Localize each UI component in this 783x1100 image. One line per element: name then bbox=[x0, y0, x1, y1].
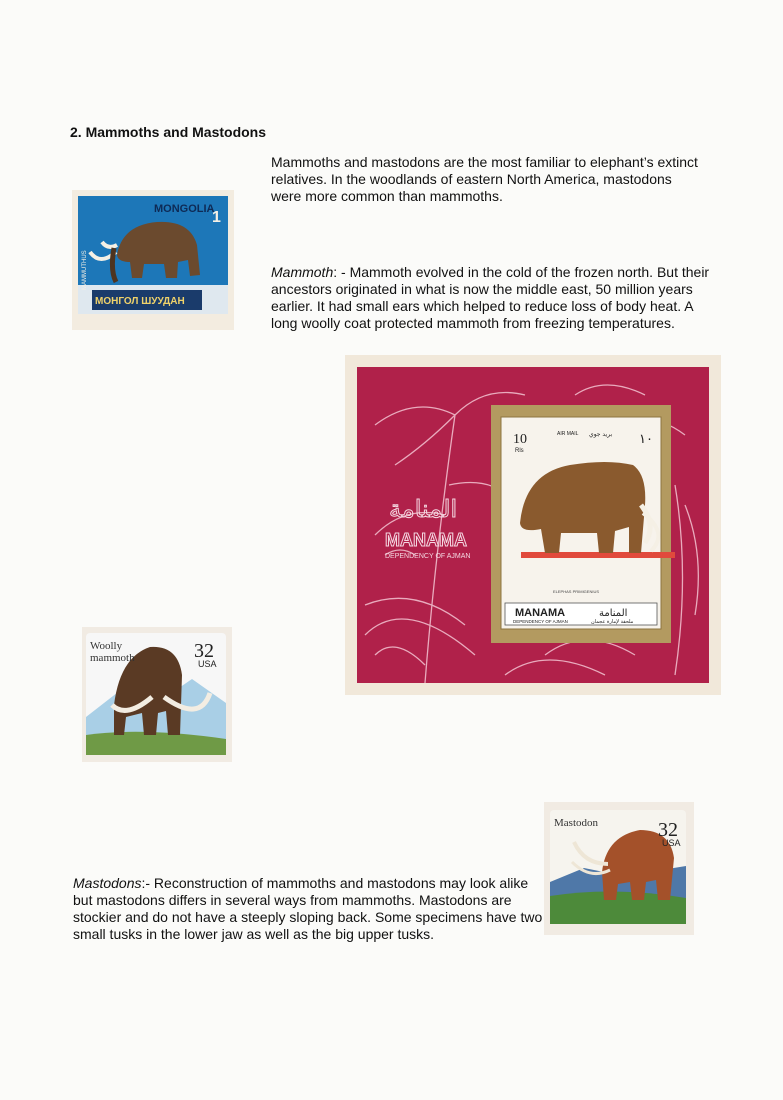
mastodon-stamp bbox=[544, 802, 694, 935]
manama-dependency-ar: ملحقة لإمارة عجمان bbox=[591, 619, 634, 625]
mammoth-lead: Mammoth bbox=[271, 264, 334, 280]
woolly-label-line2: mammoth bbox=[90, 652, 135, 664]
manama-airmail: AIR MAIL bbox=[557, 431, 579, 437]
manama-species: ELEPHAS PRIMIGENIUS bbox=[553, 589, 600, 594]
mastodon-value: 32 bbox=[658, 819, 678, 841]
manama-name-ar: المنامة bbox=[599, 608, 628, 619]
section-heading: 2. Mammoths and Mastodons bbox=[70, 124, 267, 140]
sheet-arabic: المنامة bbox=[389, 495, 458, 523]
mastodons-paragraph bbox=[73, 875, 543, 943]
mastodons-text: :- Reconstruction of mammoths and mastodons may look alike but mastodons differs in several ways from mammoths. Mastodons are stockier and do not have a steeply sloping back. Some specimens have two small tusks in the lower jaw as well as the big upper tusks. bbox=[73, 875, 543, 942]
woolly-value: 32 bbox=[194, 640, 214, 662]
mastodon-country: USA bbox=[662, 838, 681, 848]
mongolia-stamp bbox=[72, 190, 234, 330]
manama-value: 10 bbox=[513, 432, 527, 447]
woolly-mammoth-stamp bbox=[82, 627, 232, 762]
mastodon-label: Mastodon bbox=[554, 817, 598, 829]
manama-value-ar: ١٠ bbox=[639, 432, 653, 447]
mammoth-paragraph bbox=[271, 264, 711, 332]
intro-paragraph: Mammoths and mastodons are the most familiar to elephant’s extinct relatives. In the woodlands of eastern North America, mastodons were more common than mammoths. bbox=[271, 154, 698, 204]
mammoth-text: : - Mammoth evolved in the cold of the frozen north. But their ancestors originated in what is now the middle east, 50 million years earlier. It had small ears which helped to reduce loss of body heat. A long woolly coat protected mammoth from freezing temperatures. bbox=[271, 264, 710, 331]
mastodons-lead: Mastodons bbox=[73, 875, 142, 891]
woolly-country: USA bbox=[198, 659, 217, 669]
woolly-label-line1: Woolly bbox=[90, 640, 123, 652]
mongolia-side: MAMMUTHUS bbox=[82, 250, 88, 290]
mongolia-value: 1 bbox=[212, 209, 221, 226]
manama-souvenir-sheet bbox=[345, 355, 721, 695]
manama-dependency: DEPENDENCY OF AJMAN bbox=[513, 619, 568, 624]
sheet-name: MANAMA bbox=[385, 530, 467, 550]
mongolia-bottom: МОНГОЛ ШУУДАН bbox=[95, 296, 185, 307]
mongolia-country: MONGOLIA bbox=[154, 203, 215, 215]
manama-value-unit: Rls bbox=[515, 448, 524, 454]
sheet-sub: DEPENDENCY OF AJMAN bbox=[385, 553, 471, 560]
manama-airmail-ar: بريد جوي bbox=[589, 431, 613, 438]
manama-name: MANAMA bbox=[515, 607, 566, 619]
